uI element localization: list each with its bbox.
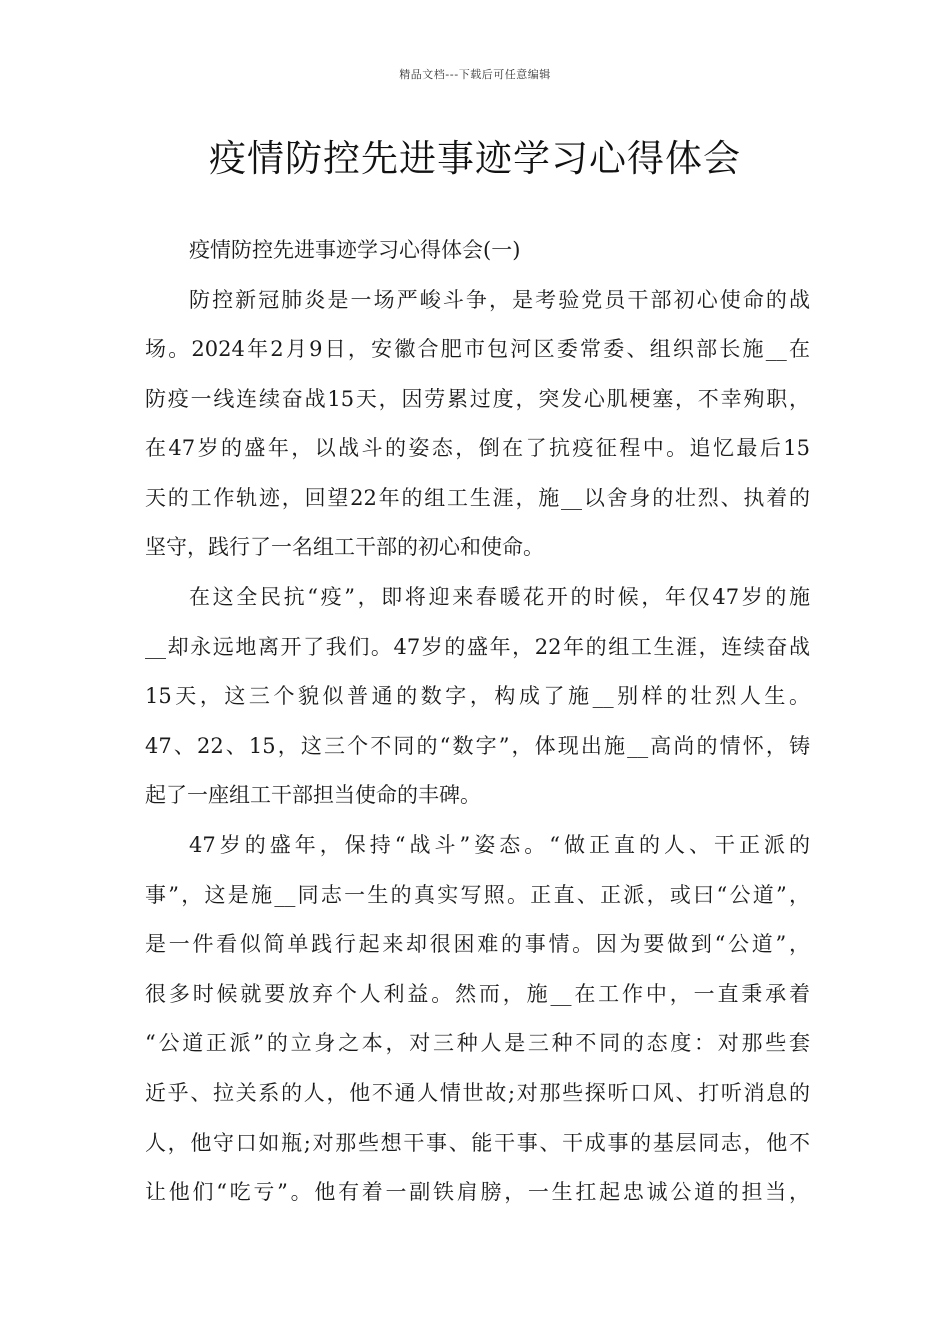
text-line: 47、22、15，这三个不同的“数字”，体现出施__高尚的情怀，铸	[145, 733, 810, 758]
text-line: 15天，这三个貌似普通的数字，构成了施__别样的壮烈人生。	[145, 684, 810, 709]
text-line: 天的工作轨迹，回望22年的组工生涯，施__以舍身的壮烈、执着的	[145, 485, 810, 510]
text-line: 在47岁的盛年，以战斗的姿态，倒在了抗疫征程中。追忆最后15	[145, 436, 810, 461]
text-line: 事”，这是施__同志一生的真实写照。正直、正派，或曰“公道”，	[145, 882, 810, 907]
text-line: __却永远地离开了我们。47岁的盛年，22年的组工生涯，连续奋战	[145, 634, 810, 659]
text-line: “公道正派”的立身之本，对三种人是三种不同的态度：对那些套	[145, 1031, 810, 1056]
text-line: 坚守，践行了一名组工干部的初心和使命。	[145, 535, 544, 560]
text-line: 人，他守口如瓶;对那些想干事、能干事、干成事的基层同志，他不	[145, 1130, 810, 1155]
section-subtitle: 疫情防控先进事迹学习心得体会(一)	[189, 238, 521, 262]
text-line: 让他们“吃亏”。他有着一副铁肩膀，一生扛起忠诚公道的担当，	[145, 1180, 810, 1205]
text-line: 在这全民抗“疫”，即将迎来春暖花开的时候，年仅47岁的施	[189, 585, 810, 610]
text-line: 场。2024年2月9日，安徽合肥市包河区委常委、组织部长施__在	[145, 337, 810, 362]
text-line: 47岁的盛年，保持“战斗”姿态。“做正直的人、干正派的	[189, 833, 810, 858]
paragraph-3	[145, 821, 810, 1218]
paragraph-1	[145, 276, 810, 574]
text-line: 起了一座组工干部担当使命的丰碑。	[145, 783, 481, 808]
text-line: 防控新冠肺炎是一场严峻斗争，是考验党员干部初心使命的战	[189, 287, 810, 312]
text-line: 近乎、拉关系的人，他不通人情世故;对那些探听口风、打听消息的	[145, 1081, 810, 1105]
text-line: 是一件看似简单践行起来却很困难的事情。因为要做到“公道”，	[145, 932, 810, 957]
paragraph-2	[145, 573, 810, 821]
header-note: 精品文档---下载后可任意编辑	[399, 68, 551, 81]
document-title: 疫情防控先进事迹学习心得体会	[209, 137, 741, 180]
text-line: 防疫一线连续奋战15天，因劳累过度，突发心肌梗塞，不幸殉职，	[145, 386, 810, 411]
document-body	[145, 226, 810, 1218]
text-line: 很多时候就要放弃个人利益。然而，施__在工作中，一直秉承着	[145, 981, 810, 1006]
